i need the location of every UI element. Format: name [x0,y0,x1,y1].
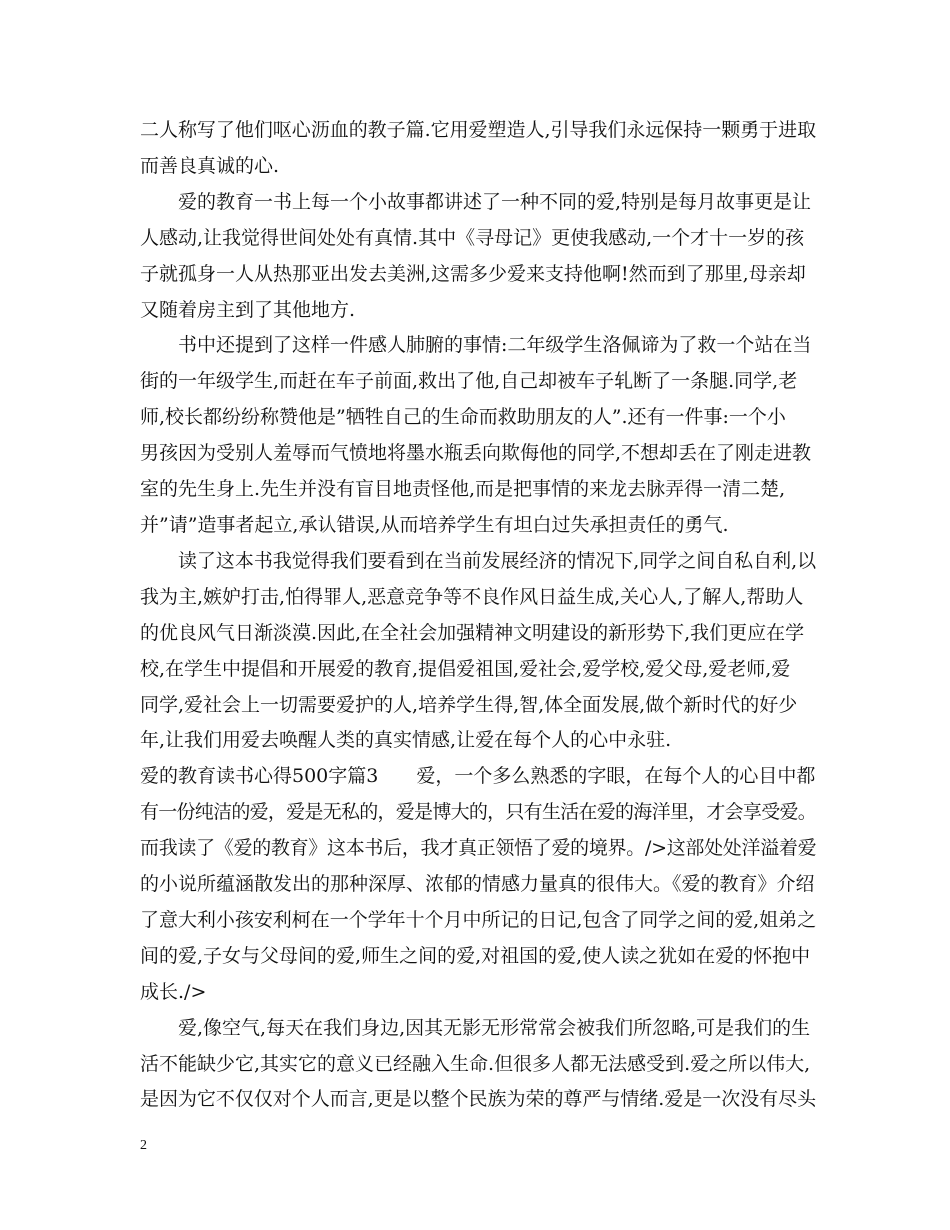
text-line: 同学,爱社会上一切需要爱护的人,培养学生得,智,体全面发展,做个新时代的好少 [140,693,798,716]
text-line: 是因为它不仅仅对个人而言,更是以整个民族为荣的尊严与情绪.爱是一次没有尽头 [140,1088,817,1111]
text-line: 年,让我们用爱去唤醒人类的真实情感,让爱在每个人的心中永驻. [140,729,672,752]
text-line: 的优良风气日渐淡漠.因此,在全社会加强精神文明建设的新形势下,我们更应在学 [140,621,805,644]
text-line: 并”请”造事者起立,承认错误,从而培养学生有坦白过失承担责任的勇气. [140,513,729,536]
text-line: 我为主,嫉妒打击,怕得罪人,恶意竞争等不良作风日益生成,关心人,了解人,帮助人 [140,585,804,608]
text-line: 爱的教育一书上每一个小故事都讲述了一种不同的爱,特别是每月故事更是让 [140,190,812,213]
text-line: 师,校长都纷纷称赞他是”牺牲自己的生命而救助朋友的人”.还有一件事:一个小 [140,406,786,429]
text-line: 人感动,让我觉得世间处处有真情.其中《寻母记》更使我感动,一个才十一岁的孩 [140,226,805,249]
text-line: 爱的教育读书心得500字篇3 爱，一个多么熟悉的字眼，在每个人的心目中都 [140,765,816,788]
text-line: 又随着房主到了其他地方. [140,298,356,321]
text-line: 爱,像空气,每天在我们身边,因其无影无形常常会被我们所忽略,可是我们的生 [140,1016,811,1039]
text-line: 有一份纯洁的爱，爱是无私的，爱是博大的，只有生活在爱的海洋里，才会享受爱。 [140,801,817,824]
paragraph [140,328,812,543]
text-line: 校,在学生中提倡和开展爱的教育,提倡爱祖国,爱社会,爱学校,爱父母,爱老师,爱 [140,657,791,680]
text-line: 了意大利小孩安利柯在一个学年十个月中所记的日记,包含了同学之间的爱,姐弟之 [140,908,817,931]
document-body [140,113,817,1118]
paragraph [140,759,817,1010]
text-line: 街的一年级学生,而赶在车子前面,救出了他,自己却被车子轧断了一条腿.同学,老 [140,370,798,393]
text-line: 男孩因为受别人羞辱而气愤地将墨水瓶丢向欺侮他的同学,不想却丢在了刚走进教 [140,442,812,465]
text-line: 室的先生身上.先生并没有盲目地责怪他,而是把事情的来龙去脉弄得一清二楚, [140,478,786,501]
text-line: 而善良真诚的心. [140,154,280,177]
page-number: 2 [140,1138,147,1153]
text-line: 的小说所蕴涵散发出的那种深厚、浓郁的情感力量真的很伟大。《爱的教育》介绍 [140,873,815,896]
text-line: 活不能缺少它,其实它的意义已经融入生命.但很多人都无法感受到.爱之所以伟大, [140,1052,811,1075]
text-line: 书中还提到了这样一件感人肺腑的事情:二年级学生洛佩谛为了救一个站在当 [140,334,812,357]
paragraph [140,1011,817,1119]
paragraph [140,185,812,329]
text-line: 间的爱,子女与父母间的爱,师生之间的爱,对祖国的爱,使人读之犹如在爱的怀抱中 [140,944,811,967]
text-line: 子就孤身一人从热那亚出发去美洲,这需多少爱来支持他啊!然而到了那里,母亲却 [140,262,806,285]
text-line: 成长./> [140,980,207,1003]
paragraph [140,113,817,185]
paragraph [140,544,817,759]
text-line: 读了这本书我觉得我们要看到在当前发展经济的情况下,同学之间自私自利,以 [140,549,817,572]
text-line: 而我读了《爱的教育》这本书后，我才真正领悟了爱的境界。/>这部处处洋溢着爱 [140,837,817,860]
text-line: 二人称写了他们呕心沥血的教子篇.它用爱塑造人,引导我们永远保持一颗勇于进取 [140,119,817,141]
